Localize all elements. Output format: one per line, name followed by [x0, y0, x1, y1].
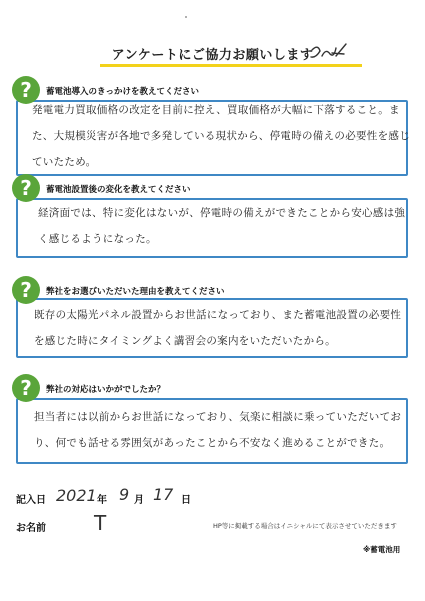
answer-line: り、何でも話せる雰囲気があったことから不安なく進めることができた。: [34, 437, 391, 449]
answer-text-2: [38, 200, 405, 252]
product-note: ※蓄電池用: [363, 545, 401, 554]
question-icon: ?: [12, 276, 40, 304]
question-label-3: 弊社をお選びいただいた理由を教えてください: [46, 287, 225, 297]
answer-line: 担当者には以前からお世話になっており、気楽に相談に乗っていただいてお: [34, 411, 402, 423]
answer-line: ていたため。: [32, 156, 97, 168]
question-icon: ?: [12, 374, 40, 402]
answer-line: た、大規模災害が各地で多発している現状から、停電時の備えの必要性を感じ: [32, 130, 410, 142]
answer-line: 発電電力買取価格の改定を目前に控え、買取価格が大幅に下落すること。ま: [32, 104, 400, 116]
question-icon: ?: [12, 174, 40, 202]
question-label-4: 弊社の対応はいかがでしたか？: [46, 385, 166, 395]
page-title: アンケートにご協力お願いします: [111, 48, 314, 63]
year-unit: 年: [97, 495, 107, 506]
answer-text-4: [34, 404, 401, 456]
disclaimer-text: HP等に掲載する場合はイニシャルにて表示させていただきます: [213, 522, 397, 530]
title-underline: [100, 63, 362, 68]
date-label: 記入日: [16, 495, 46, 506]
name-label: お名前: [16, 523, 46, 534]
name-value: T: [94, 511, 107, 535]
answer-line: 既存の太陽光パネル設置からお世話になっており、また蓄電池設置の必要性: [34, 309, 402, 321]
date-day: 17: [153, 485, 174, 504]
date-year: 2021: [56, 486, 97, 505]
day-unit: 日: [181, 495, 191, 506]
answer-text-1: [32, 97, 410, 175]
scan-dot: [185, 16, 187, 18]
question-icon: ?: [12, 76, 40, 104]
question-label-2: 蓄電池設置後の変化を教えてください: [46, 185, 191, 195]
answer-text-3: [34, 302, 401, 354]
signature-scribble-icon: [308, 42, 350, 62]
answer-line: 経済面では、特に変化はないが、停電時の備えができたことから安心感は強: [38, 207, 406, 219]
month-unit: 月: [134, 495, 144, 506]
question-label-1: 蓄電池導入のきっかけを教えてください: [46, 87, 200, 97]
answer-line: く感じるようになった。: [38, 233, 157, 245]
date-month: 9: [119, 485, 130, 504]
answer-line: を感じた時にタイミングよく講習会の案内をいただいたから。: [34, 335, 336, 347]
